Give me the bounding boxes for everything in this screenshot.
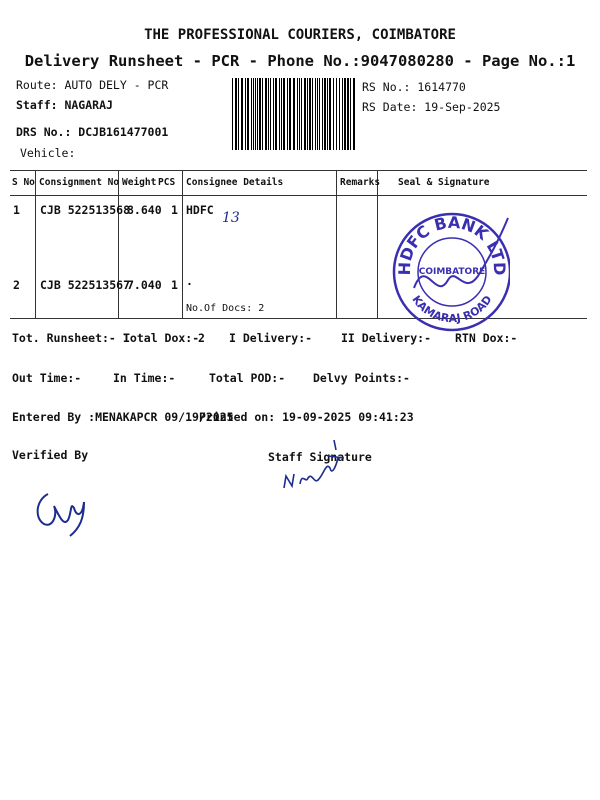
barcode-bar [241, 78, 243, 150]
printed-on: Printed on: 19-09-2025 09:41:23 [199, 410, 414, 424]
barcode-bar [275, 78, 277, 150]
row1-pcs: 1 [171, 203, 178, 217]
col-divider [35, 170, 36, 318]
barcode-bar [350, 78, 351, 150]
col-divider [377, 170, 378, 318]
barcode-bar [319, 78, 320, 150]
barcode-bar [309, 78, 311, 150]
total-dox-label: Total Dox:- [123, 331, 200, 345]
barcode-bar [317, 78, 318, 150]
ii-delivery: II Delivery:- [341, 331, 432, 345]
header-weight: Weight [122, 177, 157, 188]
barcode-bar [238, 78, 239, 150]
tot-runsheet: Tot. Runsheet:- 1 [12, 331, 130, 345]
barcode-bar [327, 78, 328, 150]
barcode-bar [232, 78, 233, 150]
barcode-bar [312, 78, 313, 150]
barcode-bar [324, 78, 326, 150]
barcode-bar [287, 78, 288, 150]
col-divider [182, 170, 183, 318]
company-title: THE PROFESSIONAL COURIERS, COIMBATORE [144, 27, 456, 43]
row1-consignment: CJB 522513568 [40, 203, 131, 217]
barcode-bar [329, 78, 331, 150]
row2-sno: 2 [13, 278, 20, 292]
barcode-bar [265, 78, 267, 150]
barcode-bar [270, 78, 271, 150]
stamp-branch-text: KAMARAJ ROAD [409, 293, 495, 326]
table-top-border [10, 170, 587, 171]
row1-consignee: HDFC [186, 203, 214, 217]
header-consignment: Consignment No [39, 177, 120, 188]
barcode-bar [333, 78, 334, 150]
barcode-bar [247, 78, 249, 150]
staff-signature-label: Staff Signature [268, 450, 372, 464]
rs-date: RS Date: 19-Sep-2025 [362, 100, 501, 114]
header-consignee: Consignee Details [186, 177, 284, 188]
row1-handwritten-note: 13 [222, 210, 240, 226]
out-time: Out Time:- [12, 371, 82, 385]
barcode-bar [353, 78, 355, 150]
hdfc-bank-seal [390, 192, 510, 347]
staff-signature [278, 436, 358, 496]
barcode-bar [251, 78, 252, 150]
barcode-bar [279, 78, 280, 150]
row2-pcs: 1 [171, 278, 178, 292]
col-divider [118, 170, 119, 318]
barcode-bar [259, 78, 261, 150]
i-delivery: I Delivery:- [229, 331, 313, 345]
stamp-bank-text: HDFC BANK LTD [394, 212, 510, 276]
delvy-points: Delvy Points:- [313, 371, 410, 385]
barcode-bar [273, 78, 274, 150]
row2-docs: No.Of Docs: 2 [186, 303, 265, 314]
verified-by: Verified By [12, 448, 89, 462]
barcode-bar [336, 78, 337, 150]
barcode-bar [253, 78, 254, 150]
row2-weight: 7.040 [127, 278, 162, 292]
runsheet-subtitle: Delivery Runsheet - PCR - Phone No.:9047080280 - Page No.:1 [24, 52, 576, 70]
barcode-bar [297, 78, 298, 150]
barcode-bar [283, 78, 285, 150]
barcode-bar [245, 78, 246, 150]
row1-weight: 8.640 [127, 203, 162, 217]
header-pcs: PCS [158, 177, 176, 188]
row2-consignment: CJB 522513567 [40, 278, 131, 292]
vehicle-label: Vehicle: [20, 146, 76, 160]
in-time: In Time:- [113, 371, 176, 385]
barcode-bar [281, 78, 282, 150]
stamp-city-text: COIMBATORE [418, 267, 486, 277]
barcode-bar [322, 78, 323, 150]
barcode-bar [257, 78, 258, 150]
barcode-bar [315, 78, 316, 150]
row1-sno: 1 [13, 203, 20, 217]
barcode-bar [262, 78, 263, 150]
barcode-bar [235, 78, 237, 150]
verified-signature [30, 478, 100, 540]
rtn-dox: RTN Dox:- [455, 331, 518, 345]
barcode-bar [304, 78, 306, 150]
total-dox-value: 2 [198, 331, 205, 345]
barcode-bar [339, 78, 340, 150]
barcode-bar [255, 78, 256, 150]
entered-by: Entered By :MENAKAPCR 09/19/2025 [12, 410, 234, 424]
barcode-bar [342, 78, 343, 150]
barcode-bar [307, 78, 308, 150]
barcode-bar [347, 78, 349, 150]
barcode-bar [293, 78, 295, 150]
barcode-bar [289, 78, 291, 150]
barcode-bar [299, 78, 300, 150]
rs-number: RS No.: 1614770 [362, 80, 466, 94]
barcode-bar [268, 78, 269, 150]
header-sno: S No [12, 177, 35, 188]
barcode-image [230, 78, 358, 150]
drs-number: DRS No.: DCJB161477001 [16, 125, 169, 139]
route-label: Route: AUTO DELY - PCR [16, 78, 169, 92]
barcode-bar [344, 78, 346, 150]
staff-label: Staff: NAGARAJ [16, 98, 113, 112]
total-pod: Total POD:- [209, 371, 286, 385]
barcode-bar [301, 78, 302, 150]
header-remarks: Remarks [340, 177, 381, 188]
col-divider [336, 170, 337, 318]
header-seal: Seal & Signature [398, 177, 490, 188]
row2-consignee: . [186, 274, 193, 288]
